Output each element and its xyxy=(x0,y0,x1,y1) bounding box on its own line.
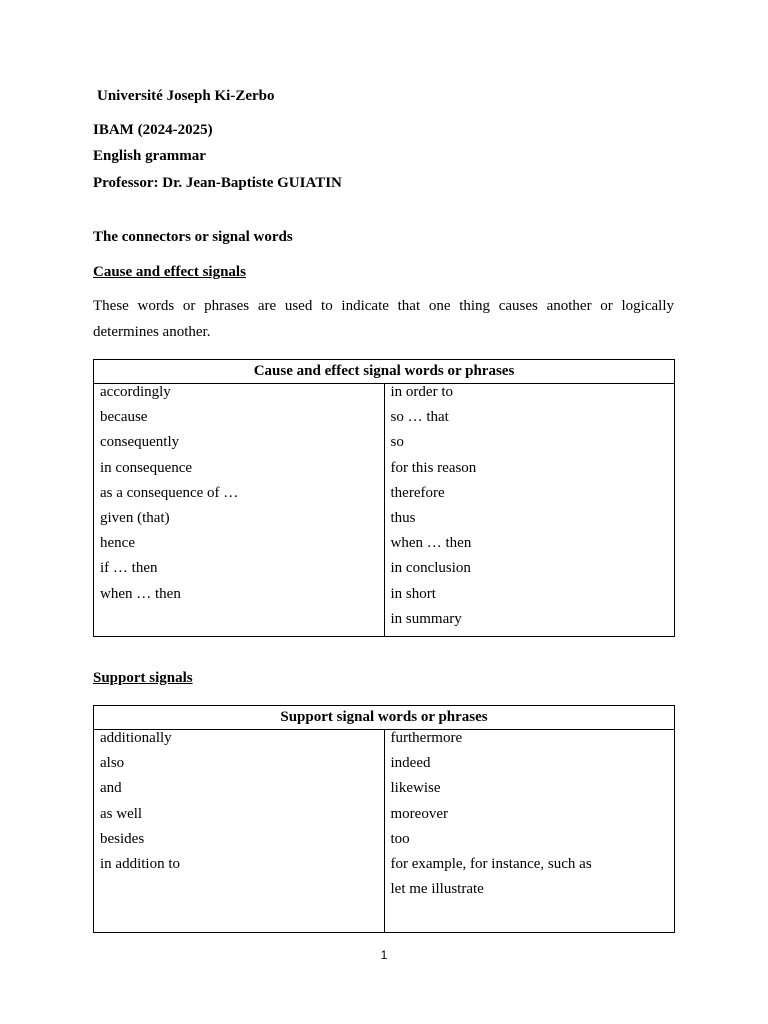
signal-word: for example, for instance, such as xyxy=(390,855,592,872)
signal-word: let me illustrate xyxy=(390,881,484,898)
signal-word: in conclusion xyxy=(390,560,471,577)
signal-word: when … then xyxy=(100,585,181,602)
support-right-column xyxy=(384,730,675,933)
signal-word: too xyxy=(390,830,410,847)
signal-word xyxy=(100,906,378,931)
signal-word: in short xyxy=(390,585,436,602)
signal-word: so … that xyxy=(390,409,449,426)
signal-word: additionally xyxy=(100,730,172,746)
signal-word: and xyxy=(100,780,122,797)
university-name: Université Joseph Ki-Zerbo xyxy=(97,88,275,104)
signal-word: in order to xyxy=(390,384,453,400)
course-name: English grammar xyxy=(93,148,206,164)
support-table xyxy=(93,705,675,933)
signal-word: hence xyxy=(100,535,135,552)
signal-word: as a consequence of … xyxy=(100,484,239,501)
signal-word: likewise xyxy=(390,780,441,797)
signal-word: besides xyxy=(100,830,145,847)
signal-word: indeed xyxy=(390,755,431,772)
cause-effect-table-title: Cause and effect signal words or phrases xyxy=(94,360,675,384)
signal-word: moreover xyxy=(390,805,448,822)
cause-effect-left-column xyxy=(94,384,385,637)
signal-word xyxy=(100,611,378,636)
signal-word: given (that) xyxy=(100,509,170,526)
signal-word: so xyxy=(390,434,404,451)
support-table-title: Support signal words or phrases xyxy=(94,706,675,730)
section-title: The connectors or signal words xyxy=(93,229,293,245)
signal-word: therefore xyxy=(390,484,445,501)
signal-word: accordingly xyxy=(100,384,171,400)
signal-word: in summary xyxy=(390,610,462,627)
cause-effect-right-column xyxy=(384,384,675,637)
signal-word: thus xyxy=(390,509,416,526)
signal-word xyxy=(391,906,669,931)
professor-name: Professor: Dr. Jean-Baptiste GUIATIN xyxy=(93,175,342,191)
support-left-column xyxy=(94,730,385,933)
signal-word: in consequence xyxy=(100,459,193,476)
signal-word: consequently xyxy=(100,434,180,451)
cause-effect-table xyxy=(93,359,675,637)
signal-word: also xyxy=(100,755,125,772)
institute-year: IBAM (2024-2025) xyxy=(93,122,213,138)
cause-effect-description: These words or phrases are used to indicate that one thing causes another or logically determines another. xyxy=(93,298,674,340)
support-heading: Support signals xyxy=(93,670,193,686)
signal-word: if … then xyxy=(100,560,158,577)
page-number: 1 xyxy=(380,948,388,962)
signal-word: because xyxy=(100,409,148,426)
signal-word: when … then xyxy=(390,535,472,552)
signal-word: furthermore xyxy=(390,730,463,746)
signal-word: for this reason xyxy=(390,459,477,476)
cause-effect-heading: Cause and effect signals xyxy=(93,264,246,280)
signal-word: in addition to xyxy=(100,855,180,872)
signal-word xyxy=(100,881,378,906)
signal-word: as well xyxy=(100,805,143,822)
